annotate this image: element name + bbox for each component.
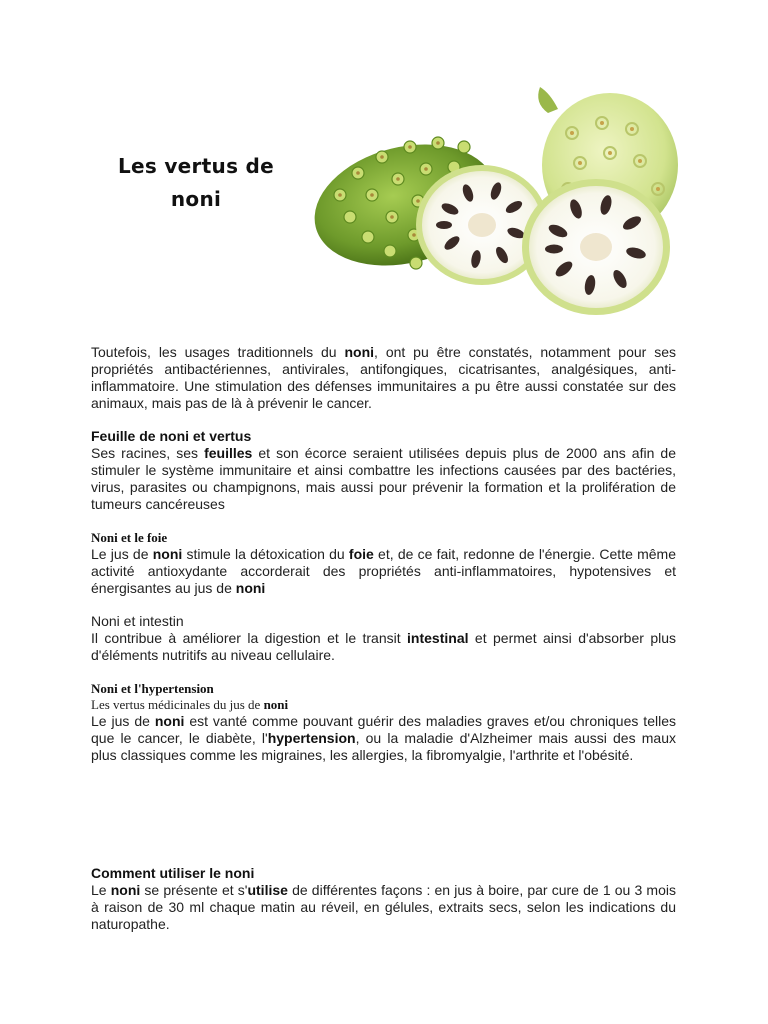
title-line-1: Les vertus de [117, 154, 275, 178]
feuille-bold-feuilles: feuilles [204, 445, 253, 461]
intro-paragraph [91, 344, 676, 412]
foie-bold-noni: noni [152, 546, 183, 562]
utiliser-bold-noni: noni [110, 882, 141, 898]
hypertension-text-1: Le jus de [91, 713, 155, 729]
foie-bold-foie: foie [348, 546, 374, 562]
intro-section [91, 344, 676, 412]
intestin-text-2: et permet ainsi d'absorber plus d'éléments nutritifs au niveau cellulaire. [91, 630, 676, 663]
hypertension-bold-hypertension: hypertension [267, 730, 356, 746]
intestin-text-1: Il contribue à améliorer la digestion et le transit [91, 630, 408, 646]
hypertension-text-3: , ou la maladie d'Alzheimer mais aussi des maux plus classiques comme les migraines, les allergies, la fibromyalgie, l'arthrite et l'obésité. [91, 730, 676, 763]
hypertension-bold-noni: noni [154, 713, 185, 729]
feuille-text-1: Ses racines, ses [91, 445, 205, 461]
utiliser-paragraph [91, 882, 676, 933]
intro-bold-noni: noni [344, 344, 375, 360]
document-title [96, 150, 296, 216]
feuille-paragraph [91, 445, 676, 513]
foie-text-2: stimule la détoxication du [182, 546, 349, 562]
foie-paragraph [91, 546, 676, 597]
foie-bold-noni-2: noni [235, 580, 266, 596]
cut-fruit-half-right [522, 179, 670, 315]
utiliser-text-2: se présente et s' [140, 882, 248, 898]
hypertension-section [91, 680, 676, 764]
intestin-bold-intestinal: intestinal [407, 630, 469, 646]
foie-heading: Noni et le foie [91, 530, 168, 545]
utiliser-section [91, 865, 676, 933]
feuille-section [91, 428, 676, 513]
hypertension-text-2: est vanté comme pouvant guérir des maladies graves et/ou chroniques telles que le cancer, le diabète, l' [91, 713, 676, 746]
foie-text-3: et, de ce fait, redonne de l'énergie. Cette même activité antioxydante accorderait des propriétés anti-inflammatoires, hypotensives et énergisantes au jus de [91, 546, 676, 596]
noni-fruit-illustration [310, 85, 690, 330]
utiliser-text-1: Le [91, 882, 111, 898]
intestin-paragraph [91, 630, 676, 664]
hypertension-heading: Noni et l'hypertension [91, 681, 214, 696]
feuille-heading: Feuille de noni et vertus [91, 428, 252, 444]
utiliser-heading: Comment utiliser le noni [91, 865, 255, 881]
foie-text-1: Le jus de [91, 546, 153, 562]
title-line-2: noni [170, 187, 222, 211]
hypertension-subheading [91, 697, 676, 713]
foie-section [91, 529, 676, 597]
intestin-heading: Noni et intestin [91, 613, 184, 629]
feuille-text-2: et son écorce seraient utilisées depuis plus de 2000 ans afin de stimuler le système immunitaire et ainsi combattre les infections causées par des bactéries, virus, parasites ou champignons, mais aussi pour prévenir la formation et la prolifération de tumeurs cancéreuses [91, 445, 676, 512]
utiliser-text-3: de différentes façons : en jus à boire, par cure de 1 ou 3 mois à raison de 30 ml chaque matin au réveil, en gélules, extraits secs, selon les indications du naturopathe. [91, 882, 676, 932]
intro-text-1: Toutefois, les usages traditionnels du [91, 344, 345, 360]
hypertension-paragraph [91, 713, 676, 764]
intro-text-2: , ont pu être constatés, notamment pour ses propriétés antibactériennes, antivirales, antifongiques, cicatrisantes, analgésiques, anti-inflammatoire. Une stimulation des défenses immunitaires a pu être aussi constatée sur des animaux, mais pas de là à prévenir le cancer. [91, 344, 676, 411]
utiliser-bold-utilise: utilise [247, 882, 288, 898]
hypertension-sub-text: Les vertus médicinales du jus de [91, 697, 264, 712]
intestin-section [91, 613, 676, 664]
hypertension-sub-bold: noni [263, 697, 289, 712]
